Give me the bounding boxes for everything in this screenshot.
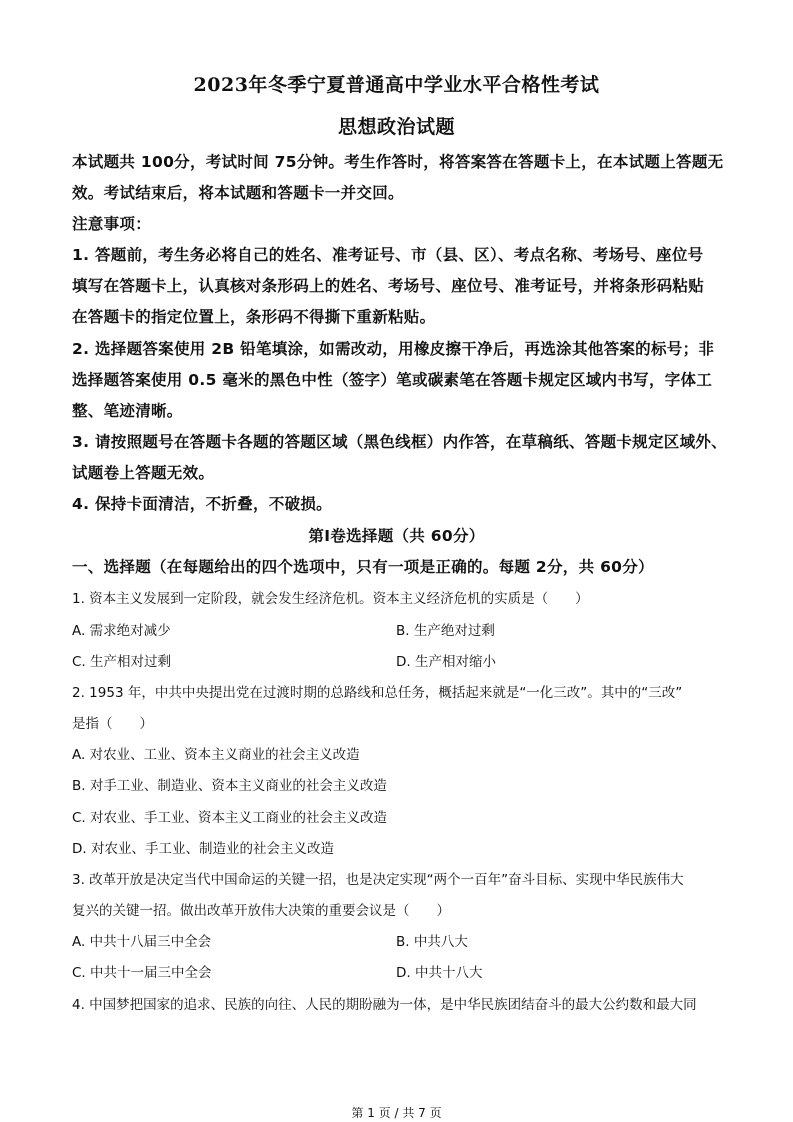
question-2-option-d: D. 对农业、手工业、制造业的社会主义改造 [72, 841, 334, 857]
question-3-option-d: D. 中共十八大 [396, 965, 483, 981]
notice-line: 1. 答题前，考生务必将自己的姓名、准考证号、市（县、区）、考点名称、考场号、座位号 [72, 246, 704, 264]
question-4-stem: 4. 中国梦把国家的追求、民族的向往、人民的期盼融为一体，是中华民族团结奋斗的最大公约数和最大同 [72, 997, 697, 1013]
question-3-stem: 3. 改革开放是决定当代中国命运的关键一招，也是决定实现“两个一百年”奋斗目标、实现中华民族伟大 [72, 872, 684, 888]
question-1-option-b: B. 生产绝对过剩 [396, 623, 495, 639]
exam-title: 2023年冬季宁夏普通高中学业水平合格性考试 [193, 74, 600, 96]
notice-line: 填写在答题卡上，认真核对条形码上的姓名、考场号、座位号、准考证号，并将条形码粘贴 [72, 277, 705, 295]
question-1-option-a: A. 需求绝对减少 [72, 623, 171, 639]
notice-line: 整、笔迹清晰。 [72, 402, 183, 420]
question-3-option-c: C. 中共十一届三中全会 [72, 965, 212, 981]
question-1-stem: 1. 资本主义发展到一定阶段，就会发生经济危机。资本主义经济危机的实质是（ ） [72, 591, 589, 607]
notice-line: 2. 选择题答案使用 2B 铅笔填涂，如需改动，用橡皮擦干净后，再选涂其他答案的标号；非 [72, 340, 715, 358]
intro-line: 效。考试结束后，将本试题和答题卡一并交回。 [72, 184, 404, 202]
question-3-option-a: A. 中共十八届三中全会 [72, 934, 212, 950]
question-3-stem: 复兴的关键一招。做出改革开放伟大决策的重要会议是（ ） [72, 903, 450, 919]
section-heading: 第Ⅰ卷选择题（共 60分） [308, 527, 485, 545]
intro-line: 本试题共 100分，考试时间 75分钟。考生作答时，将答案答在答题卡上，在本试题上答题无 [72, 153, 724, 171]
question-2-option-a: A. 对农业、工业、资本主义商业的社会主义改造 [72, 747, 360, 763]
notice-line: 在答题卡的指定位置上，条形码不得撕下重新粘贴。 [72, 308, 436, 326]
question-2-stem: 2. 1953 年，中共中央提出党在过渡时期的总路线和总任务，概括起来就是“一化三改”。其中的“三改” [72, 685, 683, 701]
notice-line: 试题卷上答题无效。 [72, 464, 215, 482]
notice-line: 4. 保持卡面清洁，不折叠，不破损。 [72, 495, 332, 513]
question-2-option-c: C. 对农业、手工业、资本主义工商业的社会主义改造 [72, 810, 388, 826]
part-heading: 一、选择题（在每题给出的四个选项中，只有一项是正确的。每题 2分，共 60分） [72, 558, 654, 576]
question-1-option-d: D. 生产相对缩小 [396, 654, 496, 670]
notice-line: 选择题答案使用 0.5 毫米的黑色中性（签字）笔或碳素笔在答题卡规定区域内书写，字体工 [72, 371, 713, 389]
question-3-option-b: B. 中共八大 [396, 934, 468, 950]
page-number: 第 1 页 / 共 7 页 [351, 1106, 442, 1120]
notice-line: 3. 请按照题号在答题卡各题的答题区域（黑色线框）内作答，在草稿纸、答题卡规定区域外、 [72, 433, 727, 451]
question-2-option-b: B. 对手工业、制造业、资本主义商业的社会主义改造 [72, 778, 387, 794]
notice-heading: 注意事项： [72, 215, 152, 233]
question-2-stem: 是指（ ） [72, 716, 153, 732]
exam-subject: 思想政治试题 [337, 116, 455, 138]
question-1-option-c: C. 生产相对过剩 [72, 654, 172, 670]
